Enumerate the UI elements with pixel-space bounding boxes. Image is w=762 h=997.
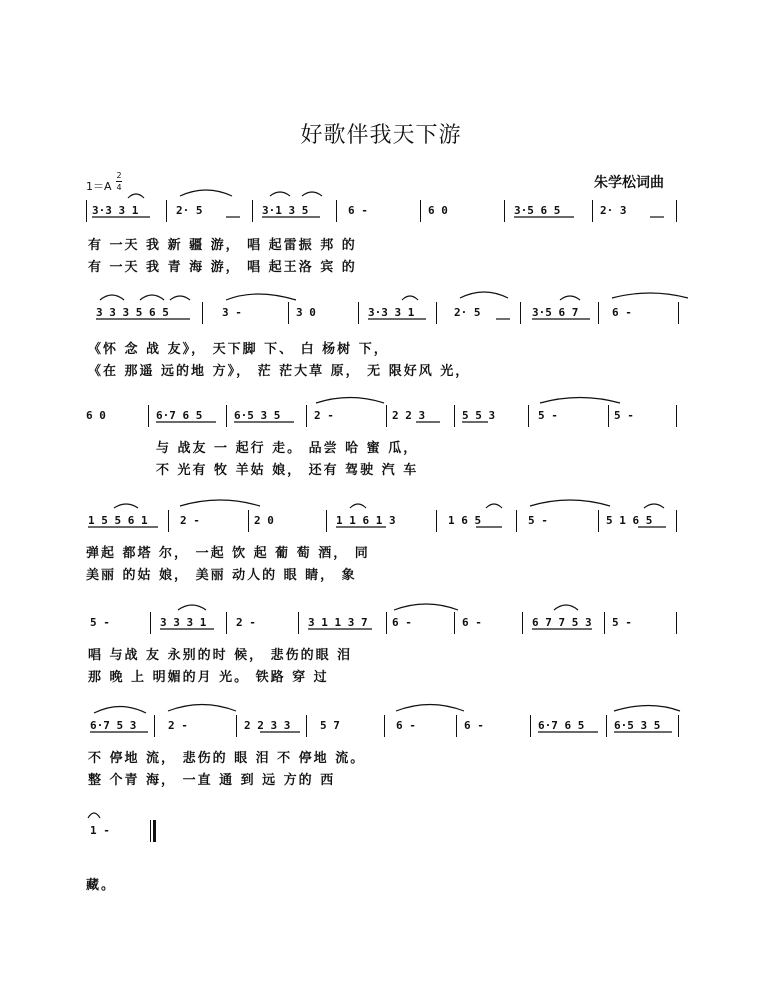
lyric-line-6a: 不 停地 流， 悲伤的 眼 泪 不 停地 流。 — [88, 751, 366, 766]
tie-mark — [394, 604, 458, 610]
tie-mark — [128, 194, 144, 198]
tie-mark — [486, 504, 502, 508]
tie-mark — [614, 706, 680, 712]
measure-5-7: 6 7 7 5 3 — [532, 616, 592, 629]
lyric-line-5b: 那 晚 上 明媚的月 光。 铁路 穿 过 — [88, 670, 329, 685]
measure-4-3: 2 0 — [254, 514, 274, 527]
tie-mark — [270, 192, 290, 196]
tie-mark — [530, 500, 610, 506]
measure-4-4: 1 1 6 1 3 — [336, 514, 396, 527]
lyric-line-5a: 唱 与战 友 永别的时 候， 悲伤的眼 泪 — [88, 648, 353, 663]
lyric-line-4b: 美丽 的姑 娘， 美丽 动人的 眼 睛， 象 — [86, 568, 357, 583]
tie-mark — [100, 295, 124, 300]
measure-3-4: 2 - — [314, 409, 334, 422]
measure-2-2: 3 - — [222, 306, 242, 319]
tie-mark — [178, 605, 206, 610]
measure-2-6: 3·5 6 7 — [532, 306, 579, 319]
measure-6-2: 2 - — [168, 719, 188, 732]
tie-mark — [460, 292, 508, 298]
measure-6-1: 6·7 5 3 — [90, 719, 137, 732]
lyric-line-1a: 有 一天 我 新 疆 游， 唱 起雷振 邦 的 — [88, 238, 357, 253]
measure-2-1: 3 3 3 5 6 5 — [96, 306, 169, 319]
measure-5-6: 6 - — [462, 616, 482, 629]
measure-4-1: 1 5 5 6 1 — [88, 514, 148, 527]
measure-6-8: 6·5 3 5 — [614, 719, 661, 732]
lyric-line-1b: 有 一天 我 青 海 游， 唱 起王洛 宾 的 — [88, 260, 357, 275]
measure-2-7: 6 - — [612, 306, 632, 319]
measure-1-5: 6 0 — [428, 204, 448, 217]
meter-top: 2 — [116, 171, 122, 180]
measure-3-5: 2 2 3 — [392, 409, 426, 422]
tie-mark — [560, 296, 580, 300]
lyric-line-2b: 《在 那遥 远的地 方》， 茫 茫大草 原， 无 限好风 光， — [88, 364, 471, 379]
tie-mark — [540, 398, 620, 404]
measure-3-3: 6·5 3 5 — [234, 409, 281, 422]
measure-6-3: 2 2 3 3 — [244, 719, 291, 732]
measure-3-2: 6·7 6 5 — [156, 409, 203, 422]
lyric-line-3b: 不 光有 牧 羊姑 娘， 还有 驾驶 汽 车 — [156, 463, 419, 478]
measure-2-4: 3·3 3 1 — [368, 306, 415, 319]
tie-mark — [94, 707, 146, 714]
tie-mark — [302, 192, 322, 196]
tie-mark — [170, 296, 190, 300]
measure-1-3: 3·1 3 5 — [262, 204, 309, 217]
measure-4-5: 1 6 5 — [448, 514, 482, 527]
fermata-mark — [88, 813, 100, 818]
tie-mark — [644, 504, 664, 508]
measure-6-4: 5 7 — [320, 719, 340, 732]
tie-mark — [140, 295, 164, 300]
lyric-line-7: 藏。 — [86, 878, 117, 893]
measure-7-1: 1 - — [90, 824, 110, 837]
measure-1-6: 3·5 6 5 — [514, 204, 561, 217]
lyric-line-6b: 整 个青 海， 一直 通 到 远 方的 西 — [88, 773, 336, 788]
measure-3-1: 6 0 — [86, 409, 106, 422]
measure-4-7: 5 1 6 5 — [606, 514, 653, 527]
tie-mark — [180, 190, 232, 196]
measure-5-5: 6 - — [392, 616, 412, 629]
tie-mark — [316, 398, 384, 404]
measure-1-2: 2· 5 — [176, 204, 203, 217]
meter-bottom: 4 — [116, 183, 122, 192]
time-signature — [116, 171, 122, 192]
measure-5-8: 5 - — [612, 616, 632, 629]
measure-5-4: 3 1 1 3 7 — [308, 616, 368, 629]
tie-mark — [554, 605, 578, 610]
measure-3-8: 5 - — [614, 409, 634, 422]
measure-6-7: 6·7 6 5 — [538, 719, 585, 732]
lyric-line-2a: 《怀 念 战 友》， 天下脚 下、 白 杨树 下， — [88, 342, 389, 357]
tie-mark — [612, 293, 688, 298]
tie-mark — [396, 705, 464, 712]
measure-2-3: 3 0 — [296, 306, 316, 319]
tie-mark — [226, 294, 296, 300]
measure-1-1: 3·3 3 1 — [92, 204, 139, 217]
measure-5-3: 2 - — [236, 616, 256, 629]
key-signature: 1＝A — [86, 180, 112, 193]
song-title: 好歌伴我天下游 — [300, 123, 462, 148]
lyric-line-3a: 与 战友 一 起行 走。 品尝 哈 蜜 瓜， — [156, 441, 419, 456]
measure-6-5: 6 - — [396, 719, 416, 732]
composer-credit: 朱学松词曲 — [594, 175, 664, 191]
measure-1-7: 2· 3 — [600, 204, 627, 217]
tie-mark — [350, 504, 366, 508]
measure-5-1: 5 - — [90, 616, 110, 629]
tie-mark — [402, 296, 418, 300]
measure-3-7: 5 - — [538, 409, 558, 422]
tie-mark — [114, 504, 138, 508]
measure-4-2: 2 - — [180, 514, 200, 527]
measure-6-6: 6 - — [464, 719, 484, 732]
tie-mark — [168, 705, 236, 712]
measure-1-4: 6 - — [348, 204, 368, 217]
measure-3-6: 5 5 3 — [462, 409, 496, 422]
measure-5-2: 3 3 3 1 — [160, 616, 207, 629]
measure-4-6: 5 - — [528, 514, 548, 527]
measure-2-5: 2· 5 — [454, 306, 481, 319]
tie-mark — [180, 500, 260, 506]
lyric-line-4a: 弹起 都塔 尔， 一起 饮 起 葡 萄 酒， 同 — [86, 546, 370, 561]
